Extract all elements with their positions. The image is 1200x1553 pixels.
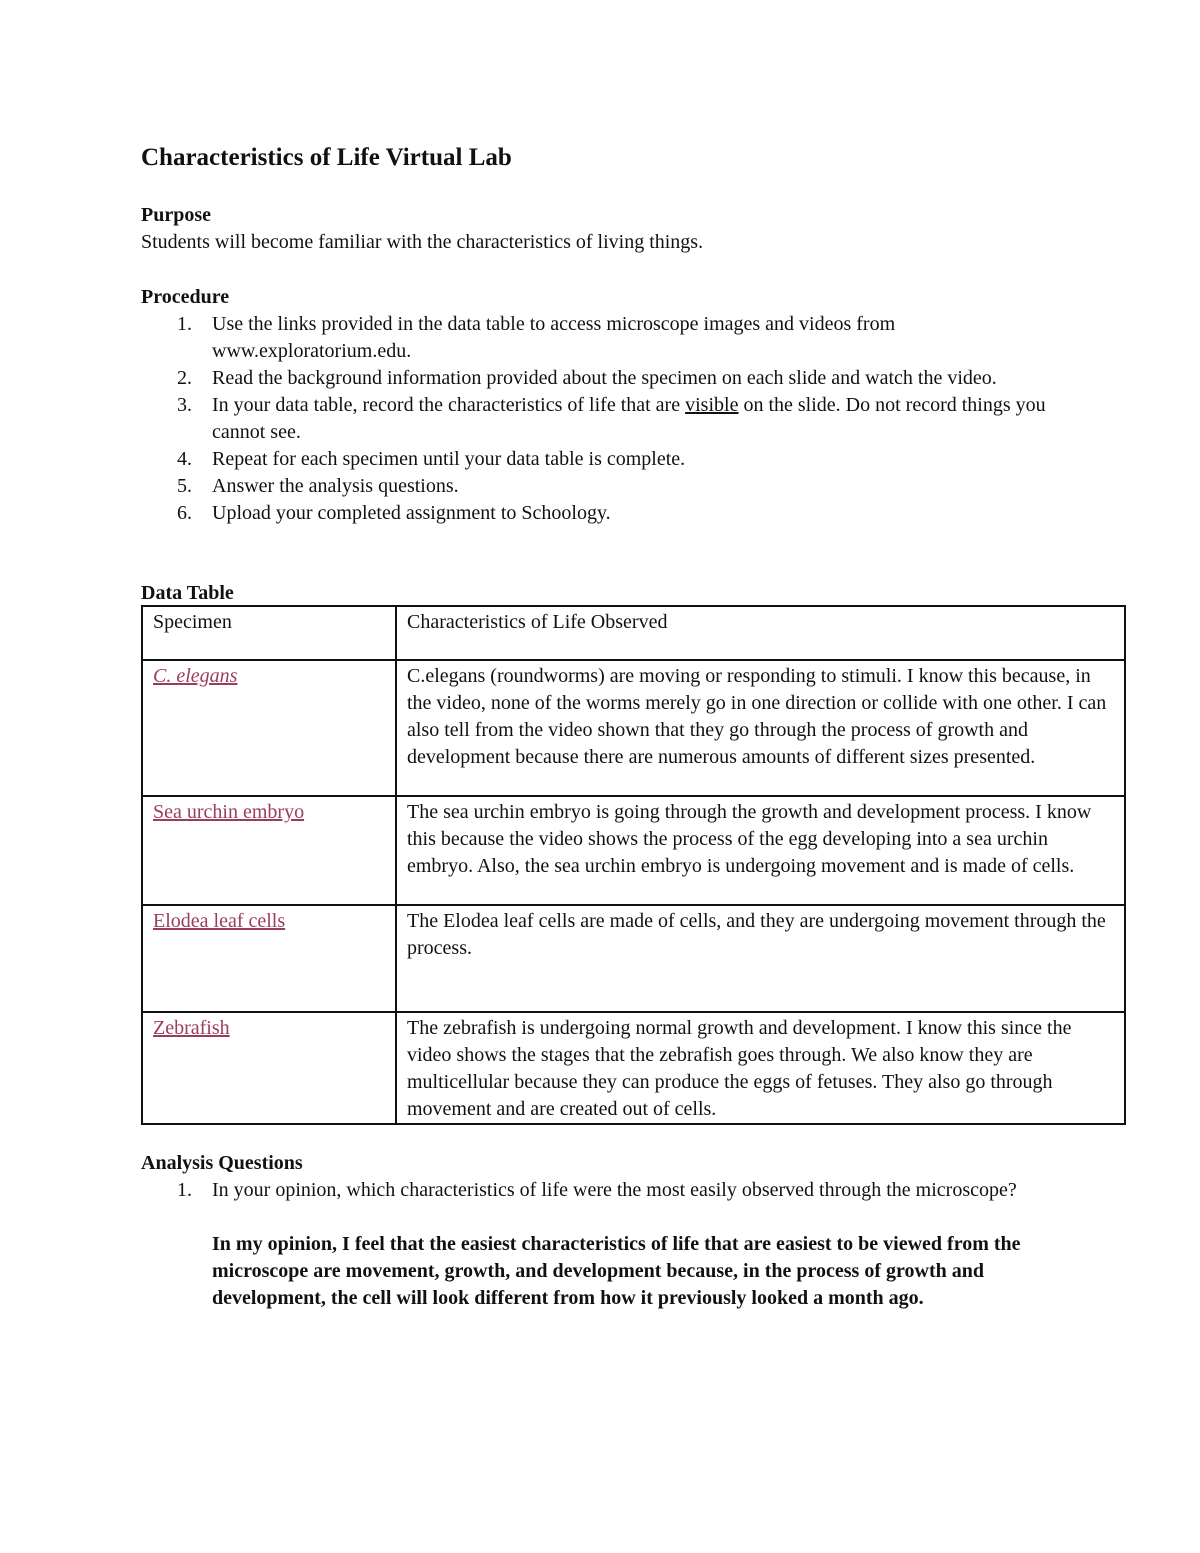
answer-text: In my opinion, I feel that the easiest characteristics of life that are easiest to be viewed from the microscope are movement, growth, and development because, in the process of growth and development, the cell will look different from how it previously looked a month ago. (212, 1233, 1021, 1309)
table-row (142, 905, 1125, 1012)
procedure-heading: Procedure (141, 286, 230, 308)
column-header-specimen: Specimen (142, 606, 396, 660)
specimen-cell (142, 796, 396, 905)
step-number: 6. (177, 502, 192, 524)
specimen-cell (142, 905, 396, 1012)
step-text: Answer the analysis questions. (212, 475, 459, 497)
question-text: In your opinion, which characteristics of life were the most easily observed through the microscope? (212, 1179, 1017, 1201)
observed-cell: The sea urchin embryo is going through the growth and development process. I know this because the video shows the process of the egg developing into a sea urchin embryo. Also, the sea urchin embryo is undergoing movement and is made of cells. (396, 796, 1125, 905)
procedure-list (141, 311, 1061, 527)
table-row (142, 660, 1125, 796)
data-table-heading: Data Table (141, 582, 234, 604)
table-row (142, 796, 1125, 905)
specimen-link-zebrafish[interactable]: Zebrafish (153, 1017, 230, 1039)
analysis-list (141, 1177, 1061, 1312)
specimen-link-c-elegans[interactable]: C. elegans (153, 665, 238, 687)
analysis-question (141, 1177, 1061, 1312)
observed-cell: C.elegans (roundworms) are moving or responding to stimuli. I know this because, in the video, none of the worms merely go in one direction or collide with one other. I can also tell from the video shown that they go through the process of growth and development because there are numerous amounts of different sizes presented. (396, 660, 1125, 796)
table-row (142, 1012, 1125, 1124)
step-number: 5. (177, 475, 192, 497)
step-number: 3. (177, 394, 192, 416)
step-number: 1. (177, 313, 192, 335)
specimen-cell (142, 660, 396, 796)
step-number: 2. (177, 367, 192, 389)
analysis-heading: Analysis Questions (141, 1152, 303, 1174)
specimen-cell (142, 1012, 396, 1124)
procedure-step (141, 311, 1061, 365)
column-header-observed: Characteristics of Life Observed (396, 606, 1125, 660)
procedure-step (141, 365, 1061, 392)
specimen-link-elodea[interactable]: Elodea leaf cells (153, 910, 286, 932)
observed-cell: The zebrafish is undergoing normal growth and development. I know this since the video shows the stages that the zebrafish goes through. We also know they are multicellular because they can produce the eggs of fetuses. They also go through movement and are created out of cells. (396, 1012, 1125, 1124)
specimen-link-sea-urchin[interactable]: Sea urchin embryo (153, 801, 305, 823)
step-emphasis: visible (685, 394, 739, 416)
purpose-heading: Purpose (141, 204, 211, 226)
procedure-step (141, 500, 1061, 527)
step-text-continued: on the slide. Do not record things you cannot see. (212, 394, 1046, 443)
step-text: Use the links provided in the data table to access microscope images and videos from www.exploratorium.edu. (212, 313, 896, 362)
table-header-row (142, 606, 1125, 660)
step-text: Upload your completed assignment to Schoology. (212, 502, 611, 524)
step-text: In your data table, record the characteristics of life that are (212, 394, 686, 416)
step-text: Repeat for each specimen until your data table is complete. (212, 448, 686, 470)
question-number: 1. (177, 1179, 192, 1201)
observed-cell: The Elodea leaf cells are made of cells, and they are undergoing movement through the process. (396, 905, 1125, 1012)
procedure-step (141, 392, 1061, 446)
document-title: Characteristics of Life Virtual Lab (141, 144, 512, 171)
purpose-text: Students will become familiar with the characteristics of living things. (141, 231, 704, 253)
data-table (141, 605, 1126, 1125)
procedure-step (141, 473, 1061, 500)
step-number: 4. (177, 448, 192, 470)
procedure-step (141, 446, 1061, 473)
step-text: Read the background information provided about the specimen on each slide and watch the video. (212, 367, 997, 389)
